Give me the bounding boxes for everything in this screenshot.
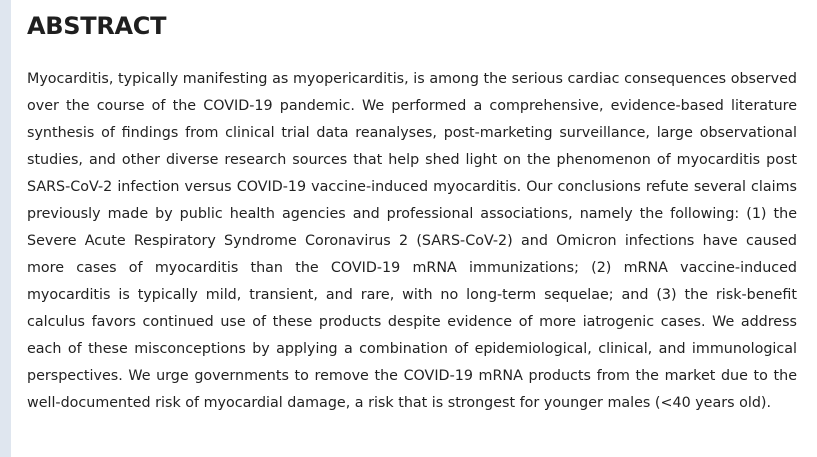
abstract-heading: ABSTRACT xyxy=(27,12,167,40)
abstract-body: Myocarditis, typically manifesting as myopericarditis, is among the serious cardiac consequences observed over the course of the COVID-19 pandemic. We performed a comprehensive, evidence-based literature synthesis of findings from clinical trial data reanalyses, post-marketing surveillance, large observational studies, and other diverse research sources that help shed light on the phenomenon of myocarditis post SARS-CoV-2 infection versus COVID-19 vaccine-induced myocarditis. Our conclusions refute several claims previously made by public health agencies and professional associations, namely the following: (1) the Severe Acute Respiratory Syndrome Coronavirus 2 (SARS-CoV-2) and Omicron infections have caused more cases of myocarditis than the COVID-19 mRNA immunizations; (2) mRNA vaccine-induced myocarditis is typically mild, transient, and rare, with no long-term sequelae; and (3) the risk-benefit calculus favors continued use of these products despite evidence of more iatrogenic cases. We address each of these misconceptions by applying a combination of epidemiological, clinical, and immunological perspectives. We urge governments to remove the COVID-19 mRNA products from the market due to the well-documented risk of myocardial damage, a risk that is strongest for younger males (<40 years old). xyxy=(27,71,797,411)
left-accent-bar xyxy=(0,0,11,457)
abstract-section xyxy=(27,0,797,417)
